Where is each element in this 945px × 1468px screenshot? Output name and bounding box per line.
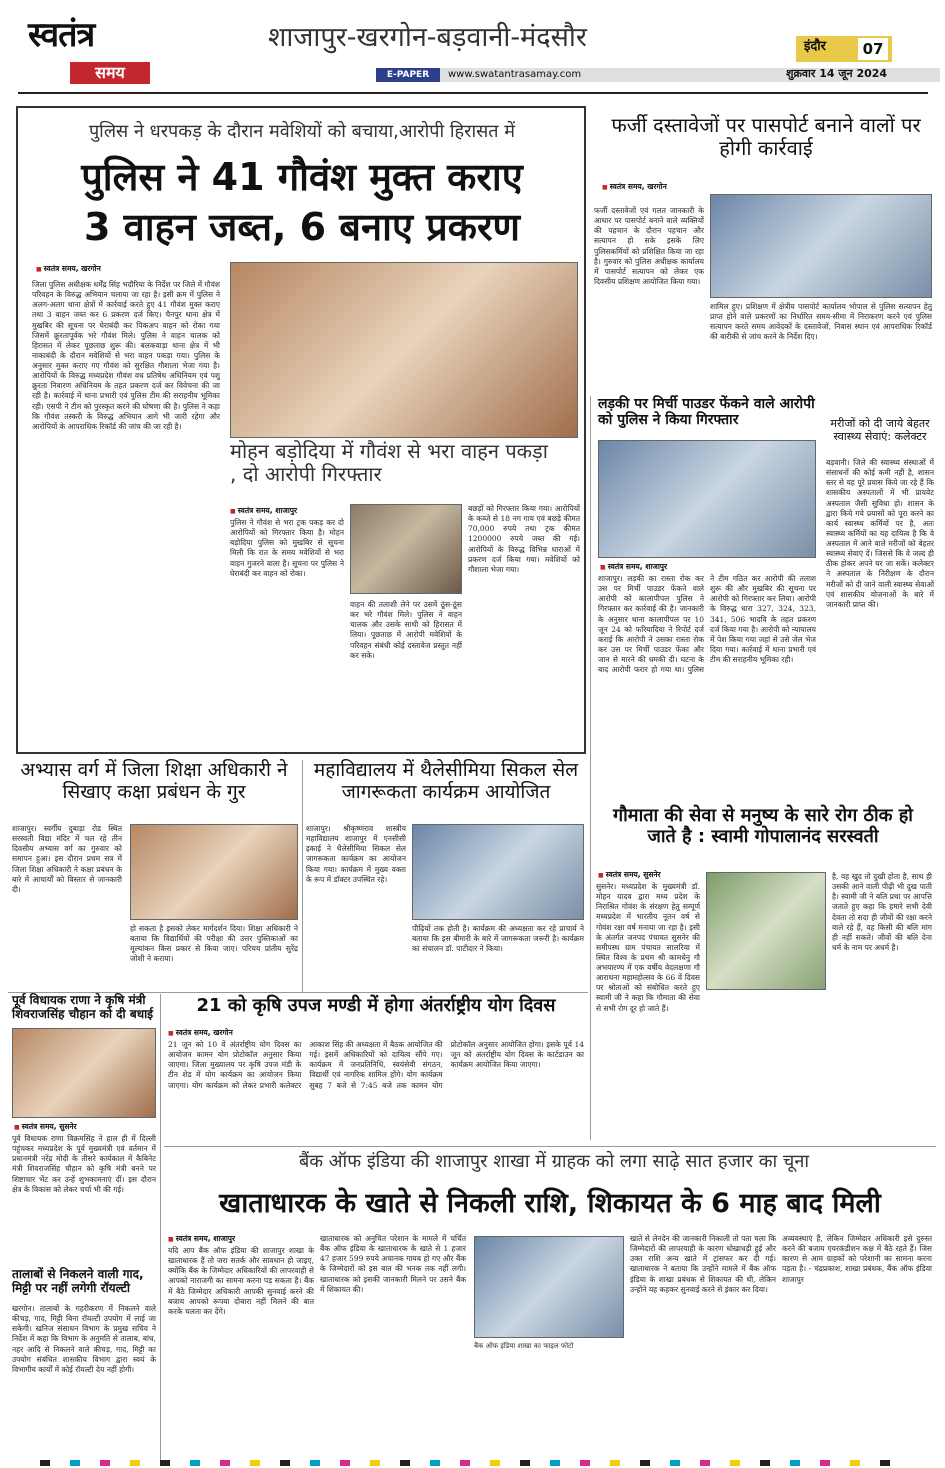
website-link[interactable]: www.swatantrasamay.com [448, 69, 582, 80]
yoga-story [164, 996, 588, 1144]
edition-badge [796, 36, 892, 62]
chilli-byline: ■ स्वतंत्र समय, शाजापुर [600, 562, 667, 572]
masthead [0, 0, 945, 96]
thalassemia-body-1: शाजापुर। श्रीकृष्णराव शास्त्रीय महाविद्यालय शाजापुर में एनसीसी इकाई ने थैलेसीमिया सिकल सेल जागरूकता कार्यक्रम का आयोजन किया गया। कार्यक्रम में मुख्य वक्ता के रूप में डॉक्टर उपस्थित रहे। [306, 824, 406, 884]
seminar-photo [412, 824, 584, 920]
bank-headline: खाताधारक के खाते से निकली राशि, शिकायत के 6 माह बाद मिली [219, 1188, 881, 1219]
passport-story [594, 110, 934, 392]
logo [28, 16, 152, 86]
bank-story [164, 1148, 936, 1462]
thalassemia-body-2: पीढ़ियों तक होती है। कार्यक्रम की अध्यक्षता कर रहे प्राचार्य ने बताया कि इस बीमारी के बारे में जागरूकता जरूरी है। कार्यक्रम का संचालन डॉ. पाटीदार ने किया। [412, 924, 584, 954]
epaper-label: E-PAPER [376, 68, 440, 82]
health-headline: मरीजों को दी जाये बेहतर स्वास्थ्य सेवाएं: कलेक्टर [830, 417, 930, 443]
police-group-photo [598, 440, 816, 558]
passport-meeting-photo [710, 194, 932, 298]
thalassemia-story [304, 760, 588, 992]
education-headline: अभ्यास वर्ग में जिला शिक्षा अधिकारी ने सिखाए कक्षा प्रबंधन के गुर [20, 759, 288, 803]
chilli-headline: लड़की पर मिर्ची पाउडर फेंकने वाले आरोपी को पुलिस ने किया गिरफ्तार [598, 396, 815, 429]
gaumata-byline: ■ स्वतंत्र समय, सुसनेर [598, 870, 661, 880]
passport-body-1: फर्जी दस्तावेजों एवं गलत जानकारी के आधार पर पासपोर्ट बनाने वाले व्यक्तियों की पहचान के दौरान पहचान और सत्यापन हो सके इसके लिए पुलिसकर्मियों को प्रशिक्षित किया जा रहा है। गुरुवार को पुलिस अधीक्षक कार्यालय में पासपोर्ट सत्यापन को लेकर एक दिवसीय प्रशिक्षण आयोजित किया गया। [594, 206, 704, 286]
education-body-2: हो सकता है इसको लेकर मार्गदर्शन दिया। शिक्षा अधिकारी ने बताया कि विद्यार्थियों की परीक्षा की उत्तर पुस्तिकाओं का मूल्यांकन किस प्रकार से किया जाए। परिचय प्रांतीय सुरेंद्र जोशी ने कराया। [130, 924, 298, 964]
sub-lead-body-3: बछड़ों को गिरफ्तार किया गया। आरोपियों के कब्जे से 18 नग गाय एवं बछड़े कीमत 70,000 रुपये तथा ट्रक कीमत 1200000 रुपये जब्त की गई। आरोपियों के विरुद्ध विभिन्न धाराओं में प्रकरण दर्ज किया गया। मवेशियों को गौशाला भेजा गया। [468, 504, 580, 574]
page-number: 07 [856, 36, 890, 62]
gaumata-body-1: सुसनेर। मध्यप्रदेश के मुख्यमंत्री डॉ. मोहन यादव द्वारा मध्य प्रदेश के निराश्रित गोवंश के संरक्षण हेतु सम्पूर्ण मध्यप्रदेश में भारतीय नूतन वर्ष से गोवंश रक्षा वर्ष मनाया जा रहा है। इसी के अंतर्गत जनपद पंचायत सुसनेर की समीपस्थ ग्राम पंचायत सालरिया में स्थित विश्व के प्रथम श्री कामधेनु गौ अभयारण्य में एक वर्षीय वेदलक्षणा गौ आराधना महामहोत्सव के 66 वें दिवस पर श्रोताओं को संबोधित करते हुए स्वामी जी ने कहा कि गौमाता की सेवा से सभी रोग दूर हो जाते हैं। [596, 882, 700, 1013]
bank-body-2: खाताधारक को अनुचित परेशान के मामले में चर्चित बैंक ऑफ इंडिया के खाताधारक के खाते से 1 हजार 47 हजार 599 रुपये अचानक गायब हो गए और बैंक के जिम्मेदारों को इस बात की भनक तक नहीं लगी। खाताधारक को इसकी जानकारी मिलने पर उसने बैंक में शिकायत की। [320, 1234, 466, 1294]
sub-lead-headline: मोहन बड़ोदिया में गौवंश से भरा वाहन पकड़ा , दो आरोपी गिरफ्तार [230, 439, 548, 486]
ex-mla-story [8, 994, 158, 1264]
sub-lead-body-1: पुलिस ने गौवंश से भरा ट्रक पकड़ कर दो आरोपियों को गिरफ्तार किया है। मोहन बड़ोदिया पुलिस को मुखबिर से सूचना मिली कि रात के समय मवेशियों से भरा वाहन गुजरने वाला है। सूचना पर पुलिस ने घेराबंदी कर वाहन को रोका। [230, 518, 344, 578]
ex-mla-headline: पूर्व विधायक राणा ने कृषि मंत्री शिवराजसिंह चौहान को दी बधाई [12, 993, 154, 1021]
health-story [826, 418, 934, 798]
bank-kicker: बैंक ऑफ इंडिया की शाजापुर शाखा में ग्राहक को लगा साढ़े सात हजार का चूना [298, 1151, 809, 1172]
column-rule [302, 760, 303, 992]
education-body-1: शाजापुर। स्वर्गीय दुबाड़ा रोड स्थित सरस्वती विद्या मंदिर में चल रहे तीन दिवसीय अभ्यास वर्ग का गुरुवार को समापन हुआ। इस दौरान प्रथम सत्र में जिला शिक्षा अधिकारी ने कक्षा प्रबंधन के बारे में आचार्यों को विस्तार से जानकारी दी। [12, 824, 122, 894]
passport-byline: ■ स्वतंत्र समय, खरगोन [602, 182, 667, 192]
gaumata-body-2: है, वह खुद तो दुखी होता है, साथ ही उसकी आने वाली पीढ़ी भी दुख पाती है। स्वामी जी ने बलि प्रथा पर आपत्ति जताते हुए कहा कि हमारे सभी देवी देवता तो सदा ही जीवों की रक्षा करने वाले रहे हैं, वह किसी की बलि मांग ही नहीं सकते। जीवों की बलि देना धर्म के नाम पर अधर्म है। [832, 872, 932, 952]
drain-body: खरगोन। तालाबों के गहरीकरण में निकलने वाले कीचड़, गाद, मिट्टी बिना रॉयल्टी उपयोग में लाई जा सकेगी। खनिज संसाधन विभाग के प्रमुख सचिव ने निर्देश में कहा कि विभाग के अनुमति से तालाब, बांध, नहर आदि से निकलने वाले कीचड़, गाद, मिट्टी का उपयोग संबंधित शासकीय विभाग द्वारा स्वयं के विभागीय कार्यों में कोई रॉयल्टी देय नहीं होगी। [12, 1304, 156, 1374]
bank-body-1: यदि आप बैंक ऑफ इंडिया की शाजापुर शाखा के खाताधारक हैं तो जरा सतर्क और सावधान हो जाइए, क्योंकि बैंक के जिम्मेदार अधिकारियों की लापरवाही से आपको नाराजगी का सामना करना पड़ सकता है। बैंक में बैठे जिम्मेदार अधिकारी आपकी सुनवाई करने की बजाय आपको रूपया दोबारा नहीं मिलने की बात करके चलता कर देंगे। [168, 1246, 314, 1316]
sub-lead-body-2: वाहन की तलाशी लेने पर उसमें ठूंस-ठूंस कर भरे गौवंश मिले। पुलिस ने वाहन चालक और उसके साथी को हिरासत में लिया। पूछताछ में आरोपी मवेशियों के परिवहन संबंधी कोई दस्तावेज प्रस्तुत नहीं कर सके। [350, 600, 462, 660]
masthead-divider [18, 92, 928, 94]
bank-branch-photo [474, 1236, 624, 1338]
bank-body-4: अव्यवस्थाएं हैं, लेकिन जिम्मेदार अधिकारी इसे दुरुस्त करने की बजाय एयरकंडीशन कक्ष में बैठे रहते हैं। जिस कारण से आम ग्राहकों को परेशानी का सामना करना पड़ता है। - चंद्रप्रकाश, शाखा प्रबंधक, बैंक ऑफ इंडिया शाजापुर [782, 1234, 932, 1284]
lead-body: जिला पुलिस अधीक्षक धर्मेंद्र सिंह भदौरिया के निर्देश पर जिले में गौवंश परिवहन के विरुद्ध अभियान चलाया जा रहा है। इसी क्रम में पुलिस ने अलग-अलग थाना क्षेत्रों में कार्रवाई करते हुए 41 गौवंश मुक्त कराए तथा 3 वाहन जब्त कर 6 प्रकरण दर्ज किए। चैनपुर थाना क्षेत्र में मुखबिर की सूचना पर घेराबंदी कर पिकअप वाहन को रोका गया जिसमें क्रूरतापूर्वक भरे गौवंश मिले। पुलिस ने वाहन चालक को हिरासत में लेकर पूछताछ शुरू की। बलकवाड़ा थाना क्षेत्र में भी नाकाबंदी के दौरान मवेशियों से भरा वाहन पकड़ा गया। पुलिस के अनुसार मुक्त कराए गए गौवंश को सुरक्षित गौशाला भेजा गया है। आरोपियों के विरुद्ध मध्यप्रदेश गौवंश वध प्रतिषेध अधिनियम एवं पशु क्रूरता निवारण अधिनियम के तहत प्रकरण दर्ज कर विवेचना की जा रही है। कार्रवाई में थाना प्रभारी एवं पुलिस टीम की सराहनीय भूमिका रही। एसपी ने टीम को पुरस्कृत करने की घोषणा की है। पुलिस ने कहा कि गौवंश तस्करी के विरुद्ध अभियान आगे भी जारी रहेगा और आरोपियों के आपराधिक रिकॉर्ड की जांच की जा रही है। [32, 280, 220, 431]
passport-body-2: शामिल हुए। प्रशिक्षण में क्षेत्रीय पासपोर्ट कार्यालय भोपाल से पुलिस सत्यापन हेतु प्राप्त होने वाले प्रकरणों का निर्धारित समय-सीमा में निराकरण करने एवं पुलिस सत्यापन करते समय आवेदकों के दस्तावेजों, निवास स्थान एवं आपराधिक रिकॉर्ड की बारीकी से जांच करने के निर्देश दिए। [710, 302, 932, 342]
edition-city: इंदौर [804, 39, 826, 54]
row-rule [8, 992, 588, 993]
lead-headline-1: पुलिस ने 41 गौवंश मुक्त कराए [81, 155, 523, 199]
chilli-story [594, 396, 820, 796]
color-registration-bar [40, 1460, 900, 1466]
saint-speech-photo [706, 872, 826, 990]
lead-headline-2: 3 वाहन जब्त, 6 बनाए प्रकरण [83, 205, 521, 249]
passport-headline: फर्जी दस्तावेजों पर पासपोर्ट बनाने वालों पर होगी कार्रवाई [611, 113, 921, 160]
lead-byline: ■ स्वतंत्र समय, खरगोन [36, 264, 101, 274]
health-body: बड़वानी। जिले की स्वास्थ्य संस्थाओं में संसाधनों की कोई कमी नहीं है, शासन स्तर से यह पूरे प्रयास किये जा रहे हैं कि शासकीय अस्पतालों में भी प्रायवेट अस्पताल जैसी सुविधा हो। शासन के द्वारा किये गये प्रयासों को पूरा करने का कार्य स्वास्थ्य कर्मियों पर है, अतः स्वास्थ्य कर्मियों का यह दायित्व है कि वे अस्पताल में आने वाले मरीजों को बेहतर स्वास्थ्य सेवाएं दें। जिससे कि वे जल्द ही ठीक होकर अपने घर जा सकें। कलेक्टर ने अस्पताल के निरीक्षण के दौरान मरीजों को दी जाने वाली स्वास्थ्य सेवाओं एवं शासकीय योजनाओं के बारे में जानकारी प्राप्त की। [826, 458, 934, 609]
education-story [8, 760, 300, 992]
seized-cattle-photo [350, 504, 462, 594]
drain-story [8, 1268, 158, 1458]
mla-meeting-photo [12, 1028, 156, 1118]
logo-bottom: समय [70, 62, 150, 84]
bank-byline: ■ स्वतंत्र समय, शाजापुर [168, 1234, 235, 1244]
cattle-truck-photo [230, 262, 578, 438]
epaper-band [376, 68, 940, 82]
region-banner: शाजापुर-खरगोन-बड़वानी-मंदसौर [268, 22, 587, 53]
issue-date: शुक्रवार 14 जून 2024 [786, 67, 888, 80]
drain-headline: तालाबों से निकलने वाली गाद, मिट्टी पर नहीं लगेगी रॉयल्टी [12, 1267, 144, 1295]
row-rule [164, 1146, 936, 1147]
gaumata-story [592, 806, 934, 1146]
classroom-photo [130, 824, 298, 920]
logo-top: स्वतंत्र [28, 15, 95, 55]
thalassemia-headline: महाविद्यालय में थैलेसीमिया सिकल सेल जागरूकता कार्यक्रम आयोजित [313, 759, 579, 803]
yoga-headline: 21 को कृषि उपज मण्डी में होगा अंतर्राष्ट्रीय योग दिवस [196, 995, 556, 1016]
chilli-body: शाजापुर। लड़की का रास्ता रोक कर उस पर मिर्ची पाउडर फेंकने वाले आरोपी को कालापीपल पुलिस ने गिरफ्तार कर कार्रवाई की है। जानकारी के अनुसार थाना कालापीपल पर 10 जून 24 को फरियादिया ने रिपोर्ट दर्ज कराई कि आरोपी ने उसका रास्ता रोक कर उस पर मिर्ची पाउडर फेंका और जान से मारने की धमकी दी। घटना के बाद आरोपी फरार हो गया था। पुलिस ने टीम गठित कर आरोपी की तलाश शुरू की और मुखबिर की सूचना पर आरोपी को गिरफ्तार कर लिया। आरोपी के विरुद्ध धारा 327, 324, 323, 341, 506 भादवि के तहत प्रकरण दर्ज किया गया है। आरोपी को न्यायालय में पेश किया गया जहां से उसे जेल भेज दिया गया। कार्रवाई में थाना प्रभारी एवं टीम की सराहनीय भूमिका रही। [598, 574, 816, 675]
ex-mla-byline: ■ स्वतंत्र समय, सुसनेर [14, 1122, 77, 1132]
yoga-byline: ■ स्वतंत्र समय, खरगोन [168, 1028, 233, 1038]
ex-mla-body: पूर्व विधायक राणा विक्रमसिंह ने हाल ही में दिल्ली पहुंचकर मध्यप्रदेश के पूर्व मुख्यमंत्री एवं वर्तमान में प्रधानमंत्री नरेंद्र मोदी के तीसरे कार्यकाल में कैबिनेट मंत्री शिवराजसिंह चौहान को कृषि मंत्री बनने पर शिष्टाचार भेंट कर उन्हें शुभकामनाएं दीं। इस दौरान क्षेत्र के विकास को लेकर चर्चा भी की गई। [12, 1134, 156, 1194]
column-rule [160, 994, 161, 1462]
gaumata-headline: गौमाता की सेवा से मनुष्य के सारे रोग ठीक हो जाते है : स्वामी गोपालानंद सरस्वती [613, 805, 913, 847]
sub-lead-byline: ■ स्वतंत्र समय, शाजापुर [230, 506, 297, 516]
yoga-body: 21 जून को 10 वें अंतर्राष्ट्रीय योग दिवस का आयोजन कामन योग प्रोटोकॉल अनुसार किया जाएगा। जिला मुख्यालय पर कृषि उपज मंडी के टीन शेड में योग कार्यक्रम का आयोजन किया जाएगा। योग कार्यक्रम को लेकर प्रभारी कलेक्टर आकाश सिंह की अध्यक्षता में बैठक आयोजित की गई। इसमें अधिकारियों को दायित्व सौंपे गए। कार्यक्रम में जनप्रतिनिधि, स्वयंसेवी संगठन, विद्यार्थी एवं नागरिक शामिल होंगे। योग कार्यक्रम सुबह 7 बजे से 7:45 बजे तक कामन योग प्रोटोकॉल अनुसार आयोजित होगा। इसके पूर्व 14 जून को अंतर्राष्ट्रीय योग दिवस के कार्टडाउन का कार्यक्रम आयोजित किया जाएगा। [168, 1040, 584, 1090]
lead-kicker: पुलिस ने धरपकड़ के दौरान मवेशियों को बचाया,आरोपी हिरासत में [88, 121, 516, 142]
bank-photo-caption: बैंक ऑफ इंडिया शाखा का फाइल फोटो [474, 1342, 574, 1350]
bank-body-3: खाते से लेनदेन की जानकारी निकाली तो पता चला कि जिम्मेदारों की लापरवाही के कारण धोखाधड़ी हुई और उक्त राशि अन्य खाते में ट्रांसफर कर दी गई। खाताधारक ने बताया कि उन्होंने मामले में बैंक ऑफ इंडिया के शाखा प्रबंधक से शिकायत की थी, लेकिन उन्होंने यह कहकर सुनवाई करने से इंकार कर दिया। [630, 1234, 776, 1294]
column-rule [590, 396, 591, 1140]
lead-story [16, 106, 586, 754]
